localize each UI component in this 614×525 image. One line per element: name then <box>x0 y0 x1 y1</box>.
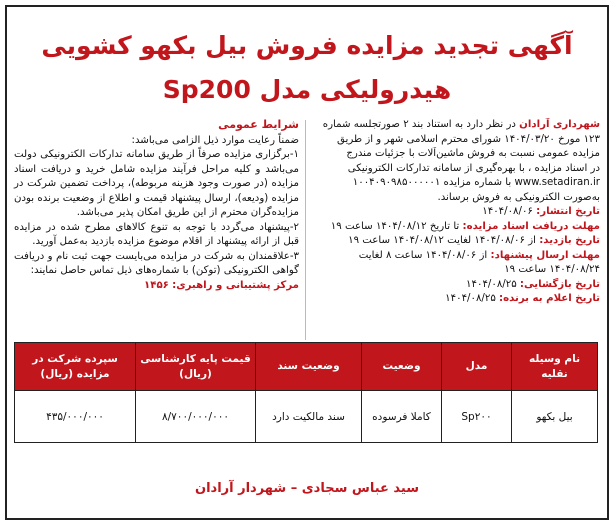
notice-title-line2: هیدرولیکی مدل Sp200 <box>162 75 452 104</box>
intro-column <box>300 118 600 307</box>
cell-vehicle-name: بیل بکهو <box>512 391 598 443</box>
column-divider <box>305 120 306 340</box>
date-submission: مهلت ارسال پیشنهاد: از ۱۴۰۴/۰۸/۰۶ ساعت ۸ لغایت <box>358 249 600 261</box>
intro-line-5: www.setadiran.ir با شماره مزایده ۱۰۰۴۰۹۰۹۸۵۰۰۰۰۰۱ <box>352 177 600 188</box>
auction-items-table <box>14 342 598 443</box>
condition-item-3: ۳-علاقمندان به شرکت در مزایده می‌بایست جهت ثبت نام و دریافت گواهی الکترونیکی (توکن) با شماره‌های ذیل تماس حاصل نمایند: <box>14 250 299 276</box>
date-winner-announce: تاریخ اعلام به برنده: ۱۴۰۴/۰۸/۲۵ <box>445 293 600 304</box>
support-center: مرکز پشتیبانی و راهبری: ۱۴۵۶ <box>144 279 299 291</box>
org-name: شهرداری آرادان <box>519 119 600 130</box>
condition-item-2: ۲-پیشنهاد می‌گردد با توجه به تنوع کالاهای مطرح شده در مزایده قبل از ارائه پیشنهاد از اقلام موضوع مزایده بازدید به‌عمل آورید. <box>14 221 299 247</box>
conditions-intro: ضمناً رعایت موارد ذیل الزامی می‌باشد: <box>131 134 299 146</box>
conditions-heading: شرایط عمومی <box>218 118 299 131</box>
intro-line-6: به‌صورت الکترونیکی به فروش برساند. <box>437 191 600 203</box>
intro-line-4: در اسناد مزایده ، با بهره‌گیری از سامانه تدارکات الکترونیکی <box>347 162 600 174</box>
table-header-row <box>15 343 598 391</box>
date-docs-deadline: مهلت دریافت اسناد مزایده: تا تاریخ ۱۴۰۴/۰۸/۱۲ ساعت ۱۹ <box>330 220 600 232</box>
notice-title-line1: آگهی تجدید مزایده فروش بیل بکهو کشویی <box>41 31 573 60</box>
header-model: مدل <box>442 343 512 391</box>
intro-line-1: شهرداری آرادان در نظر دارد به استناد بند ۲ صورتجلسه شماره <box>322 119 600 130</box>
header-deed-status: وضعیت سند <box>256 343 362 391</box>
date-publish: تاریخ انتشار: ۱۴۰۴/۰۸/۰۶ <box>482 206 600 217</box>
cell-deposit: ۴۳۵/۰۰۰/۰۰۰ <box>15 391 136 443</box>
intro-line-3: مزایده عمومی نسبت به فروش ماشین‌آلات با جزئیات مندرج <box>346 148 600 159</box>
header-deposit: سپرده شرکت در مزایده (ریال) <box>15 343 136 391</box>
cell-base-price: ۸/۷۰۰/۰۰۰/۰۰۰ <box>136 391 256 443</box>
table-row <box>15 391 598 443</box>
date-visit: تاریخ بازدید: از ۱۴۰۴/۰۸/۰۶ لغایت ۱۴۰۴/۰۸/۱۲ ساعت ۱۹ <box>348 235 600 246</box>
date-opening: تاریخ بازگشایی: ۱۴۰۴/۰۸/۲۵ <box>466 278 600 290</box>
conditions-column <box>14 118 299 293</box>
intro-line-2: ۱۲۳ مورخ ۱۴۰۴/۰۳/۲۰ شورای محترم اسلامی شهر و از طریق <box>337 133 600 145</box>
header-vehicle-name: نام وسیله نقلیه <box>512 343 598 391</box>
cell-model: Sp۲۰۰ <box>442 391 512 443</box>
condition-item-1: ۱-برگزاری مزایده صرفاً از طریق سامانه تدارکات الکترونیکی دولت می‌باشد و کلیه مراحل فرآیند مزایده شامل خرید و دریافت اسناد مزایده (در صورت وجود هزینه مربوطه)، پرداخت تضمین شرکت در مزایده (ودیعه)، ارسال پیشنهاد قیمت و اطلاع از وضعیت برنده بودن مزایده‌گران محترم از این طریق امکان پذیر می‌باشد. <box>14 149 299 218</box>
header-base-price: قیمت پایه کارشناسی (ریال) <box>136 343 256 391</box>
cell-status: کاملا فرسوده <box>362 391 442 443</box>
date-submission-end: ۱۴۰۴/۰۸/۲۴ ساعت ۱۹ <box>504 264 600 275</box>
mayor-signature: سید عباس سجادی – شهردار آرادان <box>194 481 420 496</box>
cell-deed-status: سند مالکیت دارد <box>256 391 362 443</box>
header-status: وضعیت <box>362 343 442 391</box>
setadiran-url[interactable]: www.setadiran.ir <box>514 177 600 188</box>
